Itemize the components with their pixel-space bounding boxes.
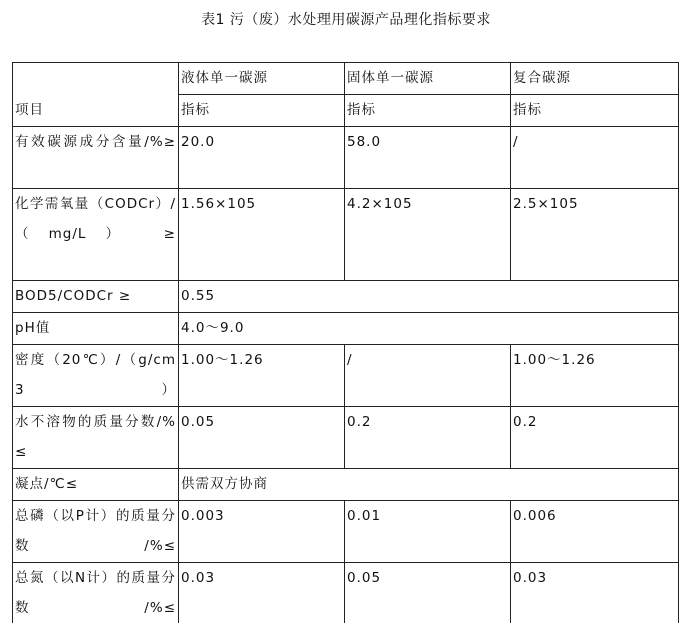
row-merged-value: 0.55 (179, 281, 679, 313)
table-row (13, 501, 679, 563)
row-liquid: 1.56×105 (179, 189, 345, 281)
row-solid: 0.01 (345, 501, 511, 563)
row-item: BOD5/CODCr ≥ (13, 281, 179, 313)
row-composite: 2.5×105 (511, 189, 679, 281)
row-merged-value: 供需双方协商 (179, 469, 679, 501)
row-item: 总磷（以P计）的质量分数/%≤ (13, 501, 179, 563)
table-row (13, 345, 679, 407)
header-liquid: 液体单一碳源 (179, 63, 345, 95)
row-merged-value: 4.0～9.0 (179, 313, 679, 345)
table-title: 表1 污（废）水处理用碳源产品理化指标要求 (0, 9, 692, 29)
row-composite: 0.006 (511, 501, 679, 563)
table-row (13, 563, 679, 623)
row-composite: / (511, 127, 679, 189)
header-row (13, 63, 679, 95)
row-liquid: 1.00～1.26 (179, 345, 345, 407)
row-solid: 0.2 (345, 407, 511, 469)
table-row (13, 313, 679, 345)
row-item: 凝点/℃≤ (13, 469, 179, 501)
row-item: 化学需氧量（CODCr）/（mg/L） ≥ (13, 189, 179, 281)
subheader-composite: 指标 (511, 95, 679, 127)
row-solid: 4.2×105 (345, 189, 511, 281)
table-row (13, 127, 679, 189)
header-item: 项目 (15, 102, 44, 118)
row-liquid: 0.05 (179, 407, 345, 469)
row-composite: 1.00～1.26 (511, 345, 679, 407)
row-liquid: 0.03 (179, 563, 345, 623)
row-composite: 0.2 (511, 407, 679, 469)
table-row (13, 469, 679, 501)
subheader-solid: 指标 (345, 95, 511, 127)
table-row (13, 189, 679, 281)
row-solid: 58.0 (345, 127, 511, 189)
carbon-source-spec-table (12, 62, 679, 623)
row-liquid: 20.0 (179, 127, 345, 189)
row-item: 水不溶物的质量分数/%≤ (13, 407, 179, 469)
row-item: 密度（20℃）/（g/cm3） (13, 345, 179, 407)
row-item: 总氮（以N计）的质量分数/%≤ (13, 563, 179, 623)
table-row (13, 407, 679, 469)
row-item: 有效碳源成分含量/%≥ (13, 127, 179, 189)
row-item: pH值 (13, 313, 179, 345)
table-row (13, 281, 679, 313)
row-solid: / (345, 345, 511, 407)
header-solid: 固体单一碳源 (345, 63, 511, 95)
row-composite: 0.03 (511, 563, 679, 623)
row-solid: 0.05 (345, 563, 511, 623)
header-composite: 复合碳源 (511, 63, 679, 95)
subheader-liquid: 指标 (179, 95, 345, 127)
header-item-cell (13, 63, 179, 127)
row-liquid: 0.003 (179, 501, 345, 563)
